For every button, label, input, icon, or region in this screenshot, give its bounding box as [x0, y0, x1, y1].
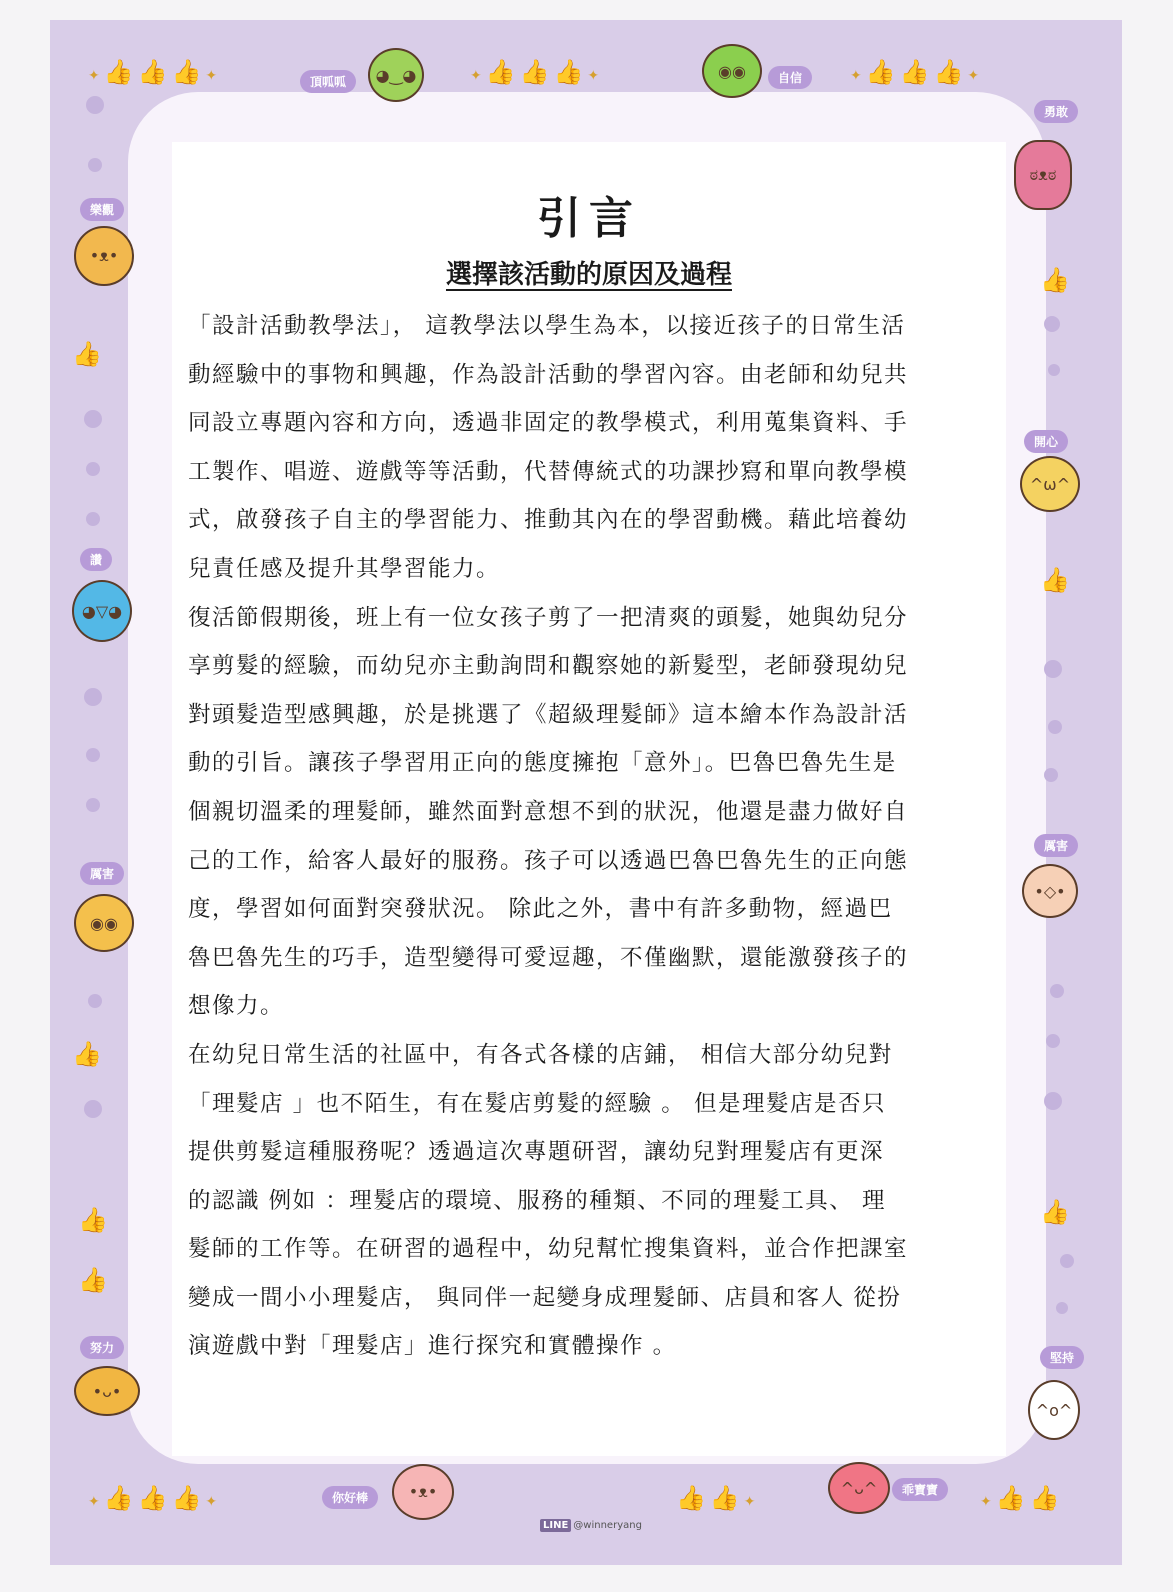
dog-icon: •ᴗ• [74, 1366, 140, 1416]
text-line: 演遊戲中對「理髮店」進行探究和實體操作 。 [188, 1333, 677, 1360]
text-line: 個親切溫柔的理髮師，雖然面對意想不到的狀況，他還是盡力做好自 [188, 798, 909, 825]
thumbs-up-icon: ✦👍👍👍✦ [850, 58, 984, 86]
decor-dot [1044, 660, 1062, 678]
text-line: 想像力。 [188, 993, 285, 1020]
decor-dot [1046, 1034, 1060, 1048]
text-line: 動經驗中的事物和興趣，作為設計活動的學習內容。由老師和幼兒共 [188, 361, 909, 388]
praise-tag: 頂呱呱 [300, 70, 356, 93]
praise-tag: 樂觀 [80, 198, 124, 221]
text-line: 髮師的工作等。在研習的過程中，幼兒幫忙搜集資料，並合作把課室 [188, 1236, 909, 1263]
decor-dot [86, 96, 104, 114]
page-subtitle: 選擇該活動的原因及過程 [445, 260, 732, 290]
text-line: 變成一間小小理髮店， 與同伴一起變身成理髮師、店員和客人 從扮 [188, 1284, 902, 1311]
page-title: 引言 [537, 193, 641, 244]
cat-icon: ^ω^ [1020, 456, 1080, 512]
thumbs-up-icon: 👍 [78, 1206, 112, 1234]
decor-dot [1056, 1302, 1068, 1314]
praise-tag: 開心 [1024, 430, 1068, 453]
thumbs-up-icon: 👍 [78, 1266, 112, 1294]
text-line: 式，啟發孩子自主的學習能力、推動其內在的學習動機。藉此培養幼 [188, 507, 909, 534]
thumbs-up-icon: 👍 [1040, 266, 1074, 294]
piglet-icon: •ᴥ• [392, 1464, 454, 1520]
rabbit-icon: ^o^ [1028, 1380, 1080, 1440]
praise-tag: 厲害 [80, 862, 124, 885]
crocodile-icon: ◉◉ [702, 44, 762, 98]
decor-dot [1048, 364, 1060, 376]
thumbs-up-icon: 👍 [72, 1040, 106, 1068]
thumbs-up-icon: ✦👍👍 [980, 1484, 1064, 1512]
thumbs-up-icon: ✦👍👍👍✦ [88, 58, 222, 86]
text-line: 對頭髮造型感興趣，於是挑選了《超級理髮師》這本繪本作為設計活 [188, 701, 909, 728]
pig-icon: •◇• [1022, 864, 1078, 918]
praise-tag: 厲害 [1034, 834, 1078, 857]
lion-icon: ◉◉ [74, 894, 134, 952]
decor-dot [1044, 768, 1058, 782]
decor-dot [1050, 984, 1064, 998]
decor-dot [86, 798, 100, 812]
text-line: 同設立專題內容和方向，透過非固定的教學模式，利用蒐集資料、手 [188, 410, 909, 437]
text-line: 的認識 例如 ：理髮店的環境、服務的種類、不同的理髮工具、 理 [188, 1187, 886, 1214]
decor-dot [1048, 720, 1062, 734]
line-watermark: LINE @winneryang [540, 1520, 642, 1531]
praise-tag: 勇敢 [1034, 100, 1078, 123]
decor-dot [1044, 316, 1060, 332]
text-line: 享剪髮的經驗，而幼兒亦主動詢問和觀察她的新髮型，老師發現幼兒 [188, 653, 909, 680]
document-page [172, 142, 1006, 1456]
text-line: 度，學習如何面對突發狀況。 除此之外，書中有許多動物，經過巴 [188, 896, 893, 923]
decor-dot [1060, 1254, 1074, 1268]
praise-tag: 堅持 [1040, 1346, 1084, 1369]
text-line: 在幼兒日常生活的社區中，有各式各樣的店鋪， 相信大部分幼兒對 [188, 1041, 893, 1068]
thumbs-up-icon: ✦👍👍👍✦ [470, 58, 604, 86]
decor-dot [88, 158, 102, 172]
decor-dot [86, 748, 100, 762]
praise-tag: 讚 [80, 548, 112, 571]
bear-icon: •ᴥ• [74, 226, 134, 286]
decor-dot [84, 688, 102, 706]
thumbs-up-icon: 👍 [1040, 1198, 1074, 1226]
decor-dot [88, 994, 102, 1008]
praise-tag: 你好棒 [322, 1486, 378, 1509]
praise-tag: 努力 [80, 1336, 124, 1359]
thumbs-up-icon: 👍👍✦ [676, 1484, 760, 1512]
decor-dot [1044, 1092, 1062, 1110]
text-line: 己的工作，給客人最好的服務。孩子可以透過巴魯巴魯先生的正向態 [188, 847, 909, 874]
thumbs-up-icon: ✦👍👍👍✦ [88, 1484, 222, 1512]
decor-dot [86, 512, 100, 526]
thumbs-up-icon: 👍 [1040, 566, 1074, 594]
text-line: 魯巴魯先生的巧手，造型變得可愛逗趣，不僅幽默，還能激發孩子的 [188, 944, 909, 971]
decor-dot [84, 1100, 102, 1118]
text-line: 「設計活動教學法」， 這教學法以學生為本，以接近孩子的日常生活 [188, 313, 906, 339]
decor-dot [86, 462, 100, 476]
text-line: 兒責任感及提升其學習能力。 [188, 555, 501, 582]
text-line: 提供剪髮這種服務呢？透過這次專題研習，讓幼兒對理髮店有更深 [188, 1139, 885, 1166]
pink-cat-icon: ^ᴗ^ [828, 1462, 890, 1514]
text-line: 「理髮店 」也不陌生，有在髮店剪髮的經驗 。 但是理髮店是否只 [188, 1090, 886, 1117]
frog-icon: ◕‿◕ [368, 48, 424, 102]
praise-tag: 自信 [768, 66, 812, 89]
dinosaur-icon: ◕▽◕ [72, 580, 132, 642]
text-line: 工製作、唱遊、遊戲等等活動，代替傳統式的功課抄寫和單向教學模 [188, 458, 909, 485]
body-text [188, 302, 992, 1371]
decor-dot [84, 410, 102, 428]
thumbs-up-icon: 👍 [72, 340, 106, 368]
viking-cow-icon: ಠᴥಠ [1014, 140, 1072, 210]
text-line: 動的引旨。讓孩子學習用正向的態度擁抱「意外」。巴魯巴魯先生是 [188, 750, 897, 777]
text-line: 復活節假期後，班上有一位女孩子剪了一把清爽的頭髮，她與幼兒分 [188, 604, 909, 631]
praise-tag: 乖寶寶 [892, 1478, 948, 1501]
